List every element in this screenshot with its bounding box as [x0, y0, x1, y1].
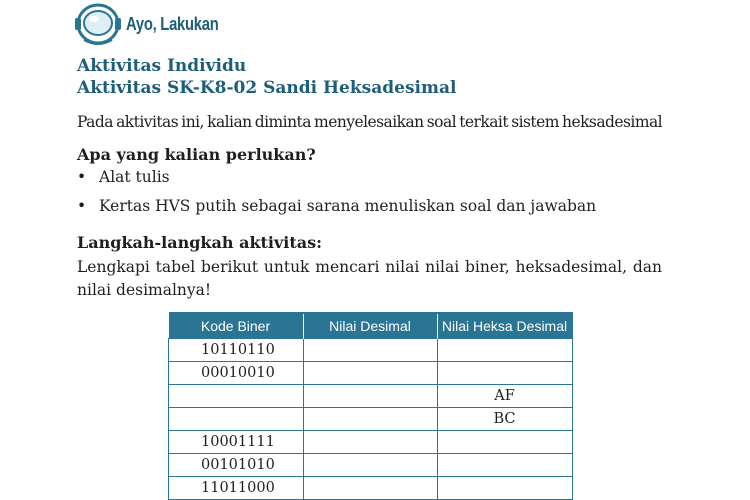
cell-biner: 11011000 [169, 477, 304, 500]
steps-line-1: Lengkapi tabel berikut untuk mencari nilai nilai biner, heksadesimal, dan [77, 258, 662, 276]
cell-desimal [303, 339, 437, 362]
cell-biner [169, 408, 304, 431]
cell-desimal [303, 385, 437, 408]
cell-desimal [303, 408, 437, 431]
section-badge [74, 2, 239, 46]
table-row [169, 385, 573, 408]
cell-biner: 00010010 [169, 362, 304, 385]
cell-heksa [437, 339, 572, 362]
col-header-biner: Kode Biner [169, 313, 304, 339]
astronaut-helmet-icon [74, 2, 122, 46]
activity-title: Aktivitas Individu [77, 56, 247, 76]
cell-heksa [437, 477, 572, 500]
intro-paragraph: Pada aktivitas ini, kalian diminta menyelesaikan soal terkait sistem heksadesimal [77, 113, 663, 131]
list-item-text: Alat tulis [99, 168, 170, 186]
list-item [77, 197, 596, 215]
cell-heksa: BC [437, 408, 572, 431]
table-row [169, 408, 573, 431]
cell-biner: 00101010 [169, 454, 304, 477]
activity-subtitle: Aktivitas SK-K8-02 Sandi Heksadesimal [77, 78, 457, 98]
col-header-desimal: Nilai Desimal [303, 313, 437, 339]
steps-line-2: nilai desimalnya! [77, 281, 212, 299]
bullet-icon: • [77, 197, 87, 215]
table-row [169, 431, 573, 454]
cell-heksa [437, 431, 572, 454]
list-item [77, 168, 170, 186]
cell-heksa [437, 454, 572, 477]
table-row [169, 362, 573, 385]
table-row [169, 339, 573, 362]
cell-desimal [303, 362, 437, 385]
table-row [169, 454, 573, 477]
needs-heading: Apa yang kalian perlukan? [77, 145, 316, 164]
cell-biner [169, 385, 304, 408]
cell-desimal [303, 477, 437, 500]
list-item-text: Kertas HVS putih sebagai sarana menuliskan soal dan jawaban [99, 197, 597, 215]
cell-heksa [437, 362, 572, 385]
section-label: Ayo, Lakukan [126, 13, 219, 34]
conversion-table [168, 312, 573, 500]
cell-desimal [303, 431, 437, 454]
cell-biner: 10001111 [169, 431, 304, 454]
table-header-row [169, 313, 573, 339]
bullet-icon: • [77, 168, 87, 186]
table-row [169, 477, 573, 500]
col-header-heksa: Nilai Heksa Desimal [437, 313, 572, 339]
cell-heksa: AF [437, 385, 572, 408]
steps-heading: Langkah-langkah aktivitas: [77, 233, 323, 252]
cell-desimal [303, 454, 437, 477]
cell-biner: 10110110 [169, 339, 304, 362]
